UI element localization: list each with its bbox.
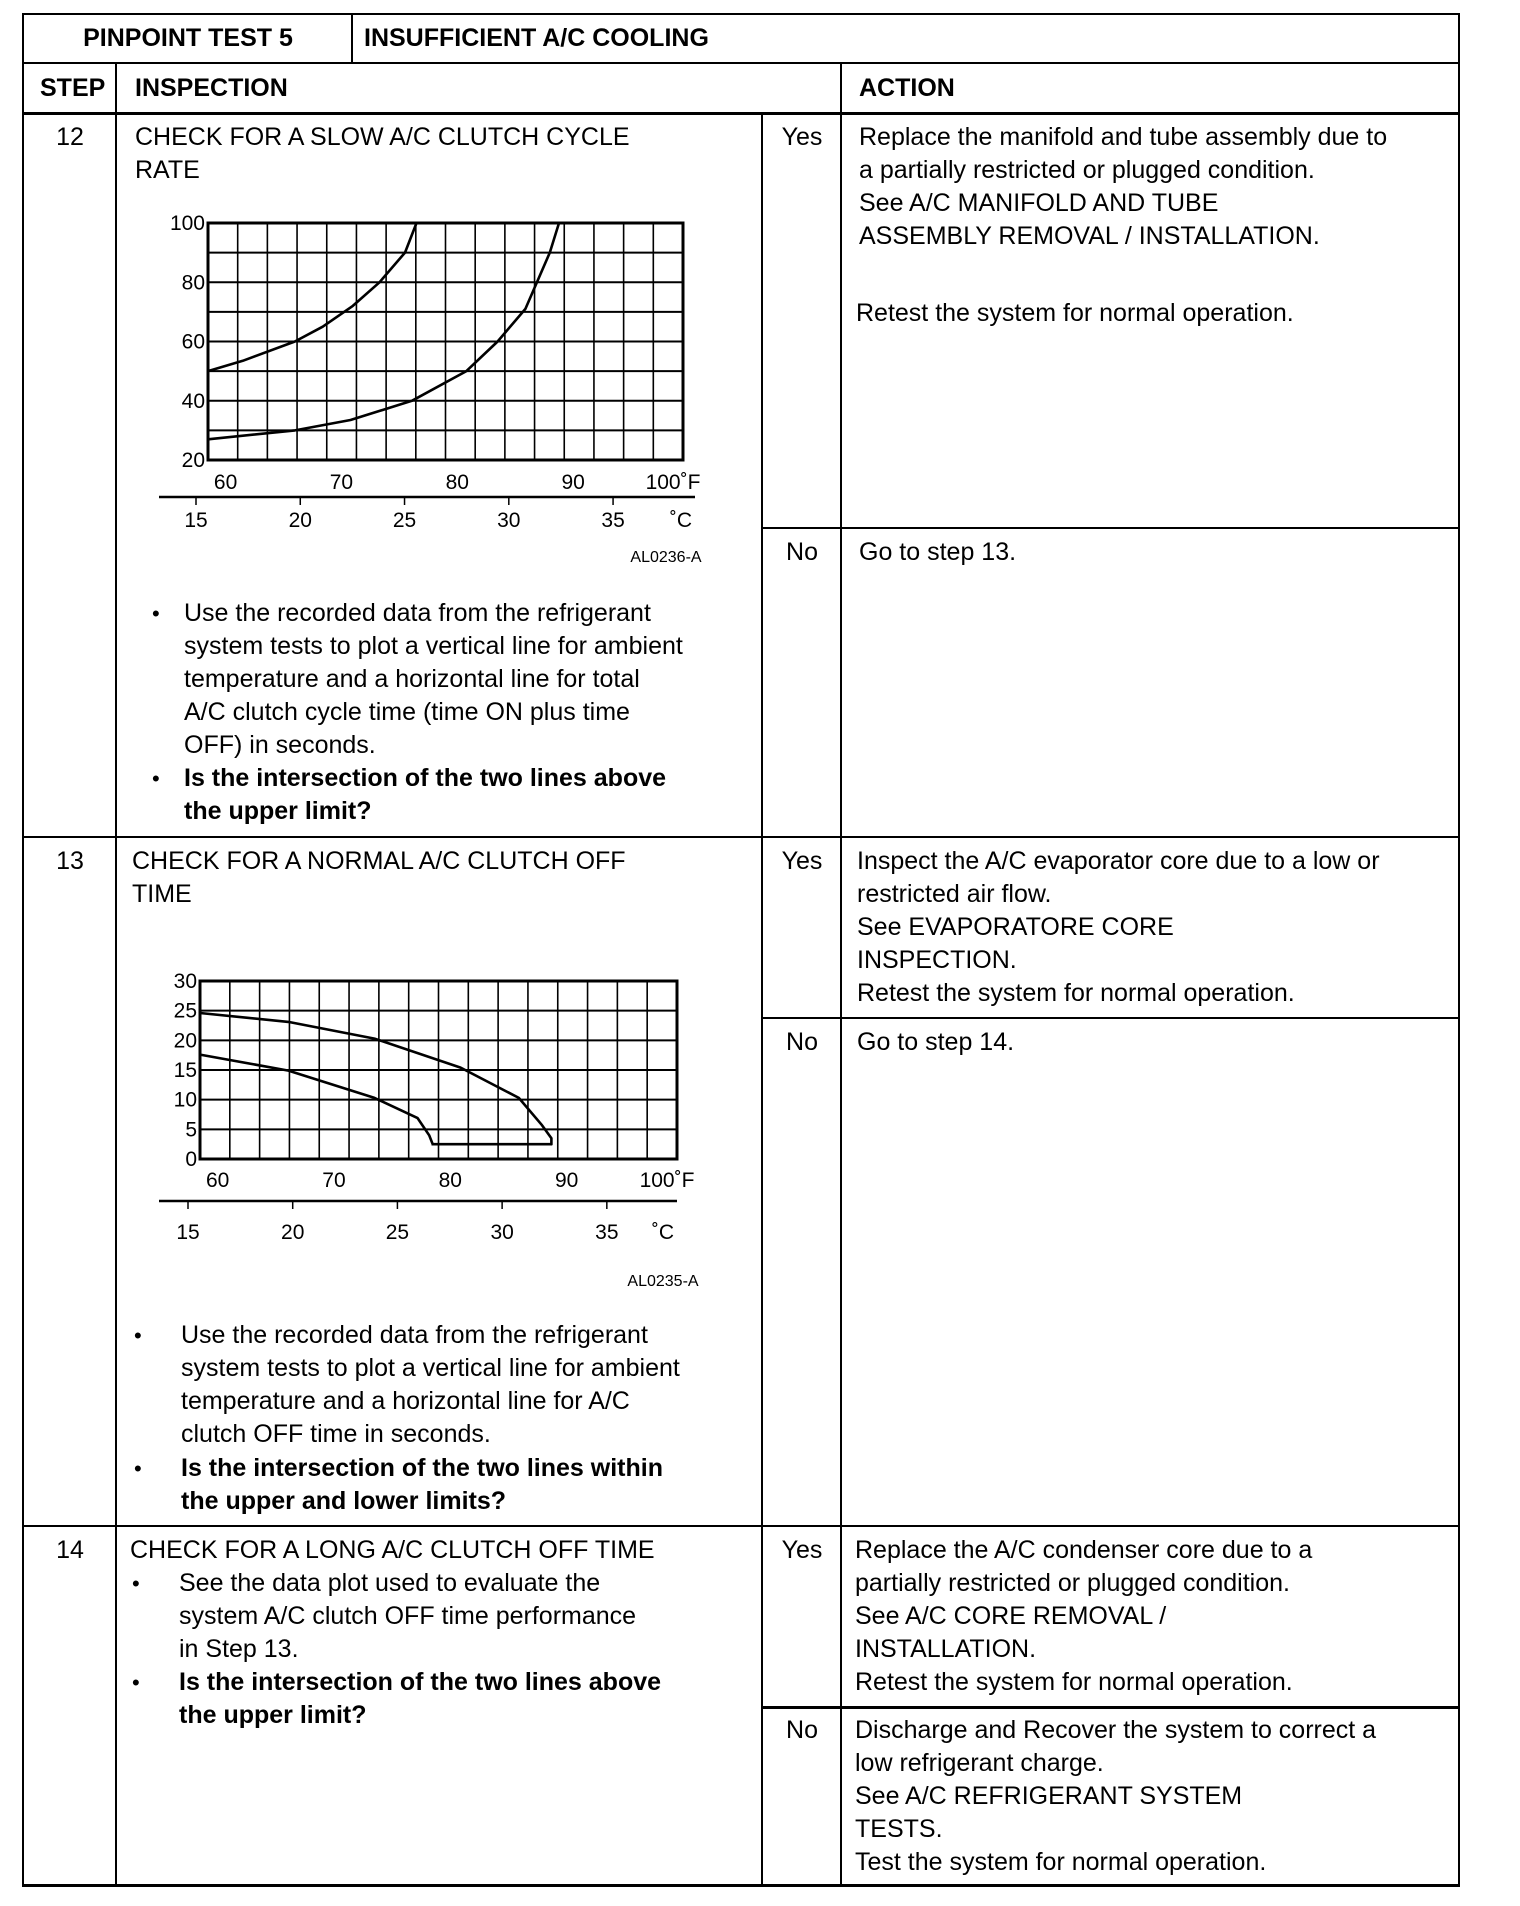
action-line: INSTALLATION. [855,1635,1037,1663]
answer-no: No [786,538,818,566]
column-header-inspection: INSPECTION [135,74,288,102]
instruction-line: system tests to plot a vertical line for ambient [181,1354,680,1382]
question-line: Is the intersection of the two lines within [181,1454,663,1482]
y-tick-label: 25 [173,999,197,1023]
action-line: TESTS. [855,1815,943,1843]
step-number: 13 [56,847,84,875]
question-line: Is the intersection of the two lines above [184,764,667,792]
x-tick-label-fahrenheit: 80 [438,1169,462,1192]
y-tick-label: 5 [185,1118,197,1142]
question-line: the upper limit? [179,1701,367,1729]
bullet-icon: • [152,601,160,626]
action-line: a partially restricted or plugged condition. [859,156,1315,184]
celsius-unit-label: ˚C [651,1221,675,1244]
step-title-line: CHECK FOR A NORMAL A/C CLUTCH OFF [132,847,626,875]
x-tick-label-fahrenheit: 100˚F [639,1169,695,1192]
question-line: Is the intersection of the two lines above [179,1668,662,1696]
instruction-line: temperature and a horizontal line for total [184,665,640,693]
question-line: the upper limit? [184,797,372,825]
x-tick-label-celsius: 20 [288,509,312,532]
action-line: Discharge and Recover the system to correct a [855,1716,1377,1744]
action-line: See A/C MANIFOLD AND TUBE [859,189,1219,217]
series-line-upper-limit [208,223,417,371]
action-line: ASSEMBLY REMOVAL / INSTALLATION. [859,222,1320,250]
bullet-icon: • [134,1456,142,1481]
instruction-line: temperature and a horizontal line for A/C [181,1387,630,1415]
y-tick-label: 20 [181,449,205,472]
action-line: low refrigerant charge. [855,1749,1104,1777]
x-tick-label-celsius: 25 [385,1221,410,1244]
y-tick-label: 20 [173,1029,197,1053]
x-tick-label-fahrenheit: 70 [329,471,354,494]
instruction-line: clutch OFF time in seconds. [181,1420,491,1448]
column-header-step: STEP [40,74,106,102]
x-tick-label-fahrenheit: 90 [554,1169,579,1192]
action-line: Test the system for normal operation. [855,1848,1267,1876]
x-tick-label-celsius: 30 [497,509,521,532]
action-line: INSPECTION. [857,946,1017,974]
x-tick-label-celsius: 30 [490,1221,514,1244]
x-tick-label-fahrenheit: 100˚F [645,471,701,494]
y-tick-label: 15 [173,1059,197,1082]
y-tick-label: 0 [185,1148,197,1171]
action-line: restricted air flow. [857,880,1052,908]
instruction-line: See the data plot used to evaluate the [179,1569,601,1597]
no-action: Go to step 13. [859,538,1017,566]
step-title-line: TIME [132,880,192,908]
instruction-line: A/C clutch cycle time (time ON plus time [184,698,630,726]
action-line: Retest the system for normal operation. [855,1668,1293,1696]
instruction-line: in Step 13. [179,1635,299,1663]
x-tick-label-fahrenheit: 70 [322,1169,346,1192]
chart-AL0236-A [159,212,702,566]
step-title-line: CHECK FOR A SLOW A/C CLUTCH CYCLE [135,123,630,151]
bullet-icon: • [152,766,160,791]
action-line: See A/C REFRIGERANT SYSTEM [855,1782,1243,1810]
bullet-icon: • [132,1571,140,1596]
bullet-icon: • [132,1670,140,1695]
step-title: CHECK FOR A LONG A/C CLUTCH OFF TIME [130,1536,655,1564]
answer-yes: Yes [781,1536,823,1564]
x-tick-label-celsius: 15 [176,1221,200,1244]
no-action: Go to step 14. [857,1028,1015,1056]
x-tick-label-fahrenheit: 80 [445,471,469,494]
step-number: 14 [56,1536,84,1564]
y-tick-label: 60 [181,330,205,354]
instruction-line: system tests to plot a vertical line for ambient [184,632,683,660]
celsius-unit-label: ˚C [669,509,693,532]
figure-id: AL0236-A [630,549,702,566]
answer-no: No [786,1716,818,1744]
instruction-line: Use the recorded data from the refrigerant [181,1321,648,1349]
action-line: Inspect the A/C evaporator core due to a low or [857,847,1380,875]
y-tick-label: 100 [169,212,205,235]
x-tick-label-fahrenheit: 60 [213,471,238,494]
pinpoint-test-label: PINPOINT TEST 5 [83,24,293,52]
test-title: INSUFFICIENT A/C COOLING [364,24,709,52]
y-tick-label: 30 [173,970,197,993]
step-title-line: RATE [135,156,200,184]
x-tick-label-celsius: 15 [184,509,208,532]
x-tick-label-celsius: 35 [595,1221,619,1244]
x-tick-label-celsius: 25 [392,509,417,532]
action-line: Replace the A/C condenser core due to a [855,1536,1313,1564]
answer-yes: Yes [781,123,823,151]
x-tick-label-fahrenheit: 60 [205,1169,230,1192]
answer-yes: Yes [781,847,823,875]
action-line: Retest the system for normal operation. [857,979,1295,1007]
action-line: Replace the manifold and tube assembly due to [859,123,1388,151]
chart-AL0235-A [159,970,699,1290]
step-number: 12 [56,123,84,151]
x-tick-label-fahrenheit: 90 [561,471,585,494]
action-line: partially restricted or plugged condition. [855,1569,1290,1597]
figure-id: AL0235-A [627,1273,699,1290]
retest-note: Retest the system for normal operation. [856,299,1294,327]
series-line-lower-limit [208,223,559,439]
action-line: See A/C CORE REMOVAL / [855,1602,1167,1630]
action-line: See EVAPORATORE CORE [857,913,1174,941]
bullet-icon: • [134,1323,142,1348]
instruction-line: system A/C clutch OFF time performance [179,1602,637,1630]
question-line: the upper and lower limits? [181,1487,507,1515]
x-tick-label-celsius: 35 [601,509,625,532]
y-tick-label: 80 [181,271,205,295]
instruction-line: Use the recorded data from the refrigerant [184,599,651,627]
y-tick-label: 10 [173,1088,197,1112]
instruction-line: OFF) in seconds. [184,731,376,759]
y-tick-label: 40 [181,389,205,413]
column-header-action: ACTION [859,74,955,102]
x-tick-label-celsius: 20 [281,1221,305,1244]
answer-no: No [786,1028,818,1056]
